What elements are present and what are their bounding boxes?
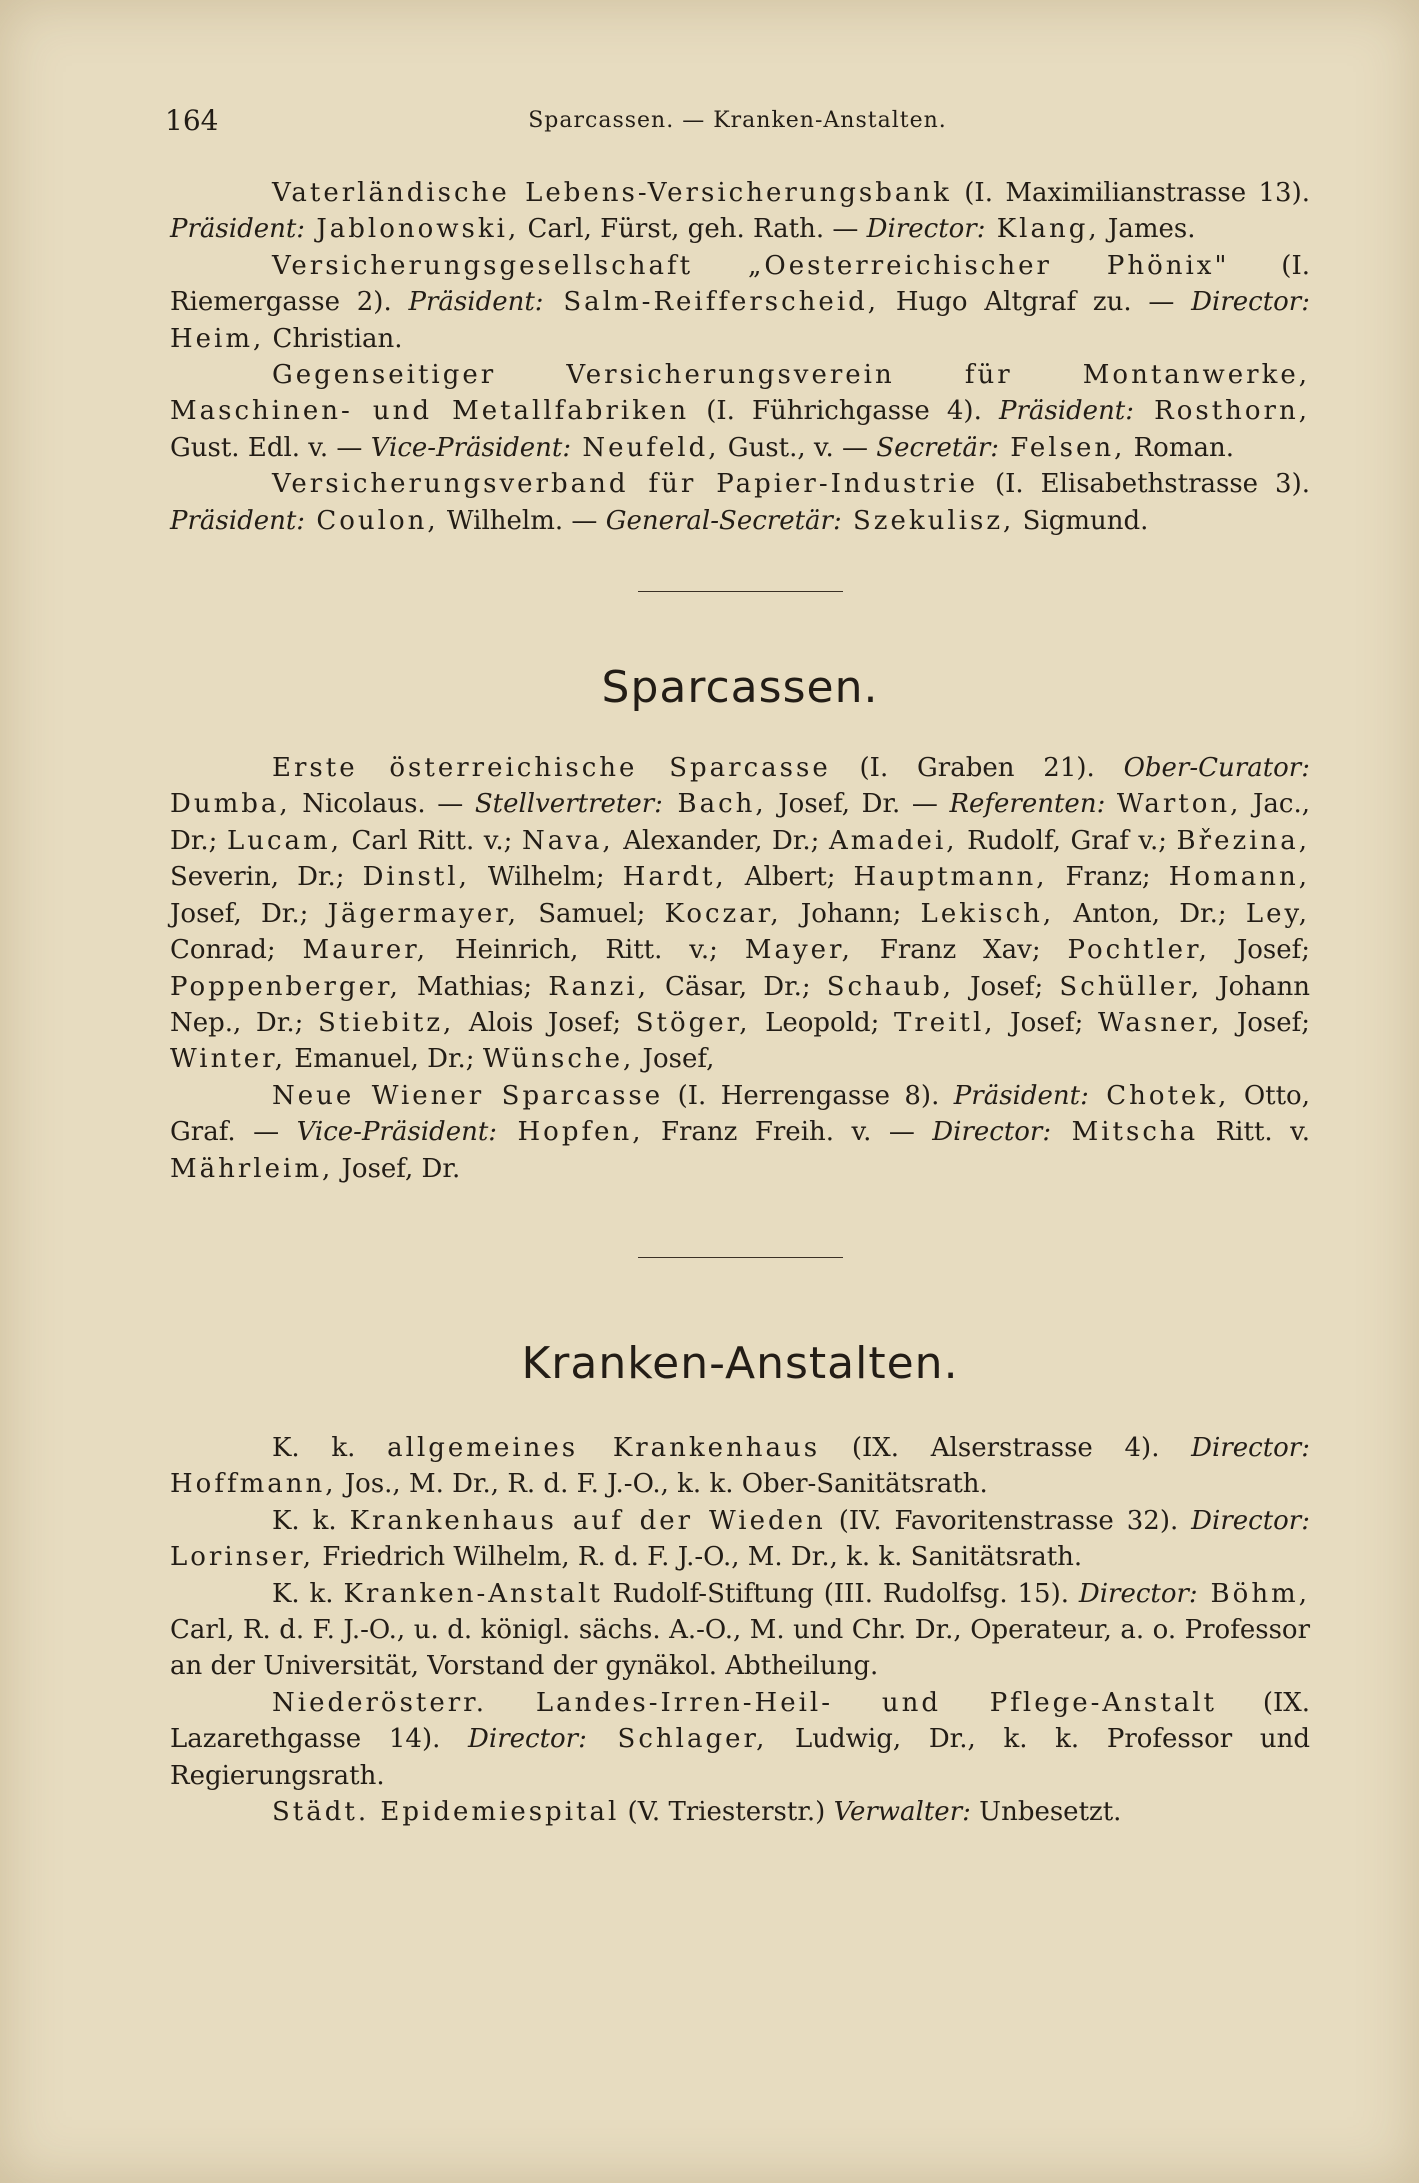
- role-label: Präsident:: [953, 1080, 1089, 1111]
- person-name: Mitscha: [1051, 1117, 1199, 1148]
- entry-prefix: K. k.: [272, 1578, 344, 1609]
- institution-address: (IX. Lazarethgasse 14).: [170, 1687, 1311, 1755]
- institution-address: (I. Führichgasse 4).: [689, 396, 999, 427]
- person-name: Jablonowski,: [305, 214, 520, 245]
- referent-details: Mathias;: [400, 971, 549, 1002]
- sparcasse-entry: [170, 1078, 1310, 1187]
- referent-details: Wilhelm;: [469, 862, 623, 893]
- person-name: Lorinser,: [170, 1542, 314, 1573]
- person-name: Dumba,: [170, 789, 291, 820]
- institution-name: Versicherungsgesellschaft „Oesterreichischer Phönix": [272, 250, 1230, 281]
- role-label: Stellvertreter:: [474, 789, 663, 820]
- referent-name: Treitl,: [894, 1007, 996, 1038]
- institution-name: Erste österreichische Sparcasse: [272, 753, 831, 784]
- hospital-entry: [170, 1503, 1310, 1576]
- person-details: Hugo Altgraf zu. —: [879, 287, 1192, 318]
- referenten-list: [170, 789, 1310, 1074]
- insurance-entry: [170, 248, 1310, 357]
- person-name: Szekulisz,: [841, 505, 1015, 536]
- referent-name: Dinstl,: [362, 862, 470, 893]
- referent-details: Severin, Dr.;: [170, 862, 363, 893]
- person-name: Heim,: [170, 323, 265, 354]
- institution-name: Städt. Epidemiespital: [272, 1797, 620, 1827]
- referent-name: Wünsche,: [482, 1044, 635, 1075]
- running-title: Sparcassen. — Kranken-Anstalten.: [528, 108, 947, 133]
- referent-details: Josef;: [1209, 935, 1311, 966]
- role-label: Secretär:: [876, 432, 1000, 463]
- referent-name: Koczar,: [664, 898, 782, 929]
- kranken-section: [170, 1430, 1310, 1830]
- insurance-entry: [170, 357, 1310, 466]
- hospital-entry: [170, 1685, 1310, 1794]
- role-label: Präsident:: [998, 396, 1135, 427]
- institution-name: allgemeines Krankenhaus: [387, 1432, 821, 1463]
- institution-address: (V. Triesterstr.): [619, 1797, 834, 1827]
- section-divider: [638, 1257, 843, 1258]
- section-divider: [638, 591, 843, 592]
- role-label: Director:: [866, 214, 986, 245]
- institution-address: (I. Maximilianstrasse 13).: [951, 178, 1310, 208]
- referent-name: Winter,: [170, 1044, 286, 1075]
- referent-details: Conrad;: [170, 935, 303, 966]
- referent-details: Alois Josef;: [454, 1007, 636, 1038]
- referent-name: Wasner,: [1097, 1007, 1223, 1038]
- person-details: Ritt. v.: [1198, 1117, 1310, 1148]
- referent-details: Carl Ritt. v.;: [341, 825, 522, 856]
- person-details: Franz Freih. v. —: [643, 1117, 933, 1148]
- person-name: Salm-Reifferscheid,: [543, 287, 880, 318]
- referent-name: Lucam,: [226, 825, 342, 856]
- referent-details: Josef;: [954, 971, 1060, 1002]
- running-head: [165, 104, 1310, 144]
- person-name: Böhm,: [1197, 1578, 1310, 1609]
- entry-prefix: K. k.: [272, 1432, 388, 1463]
- person-details: Unbesetzt.: [970, 1797, 1122, 1827]
- sparcassen-section: [170, 750, 1310, 1187]
- section-title-kranken-anstalten: Kranken-Anstalten.: [521, 1337, 959, 1389]
- person-details: Christian.: [264, 323, 403, 354]
- referent-name: Pochtler,: [1067, 935, 1210, 966]
- referent-name: Ranzi,: [548, 971, 649, 1002]
- referent-details: Johann;: [781, 898, 921, 929]
- referent-name: Lekisch,: [920, 898, 1055, 929]
- role-label: Referenten:: [949, 789, 1106, 820]
- role-label: Director:: [1191, 1505, 1310, 1536]
- referent-name: Stöger,: [635, 1007, 751, 1038]
- institution-address: Rudolf-Stiftung (III. Rudolfsg. 15).: [602, 1578, 1079, 1609]
- referent-name: Amadei,: [828, 825, 958, 856]
- person-details: Otto, Graf. —: [170, 1080, 1310, 1148]
- person-name: Bach,: [662, 789, 767, 820]
- institution-address: (IX. Alserstrasse 4).: [820, 1432, 1192, 1463]
- hospital-entry: [170, 1794, 1310, 1830]
- referent-details: Leopold;: [750, 1007, 895, 1038]
- person-details: Gust. Edl. v. —: [170, 432, 371, 463]
- person-details: Carl, Fürst, geh. Rath. —: [519, 214, 867, 245]
- referent-details: Anton, Dr.;: [1054, 898, 1246, 929]
- person-details: Josef, Dr. —: [766, 789, 950, 820]
- institution-name: Gegenseitiger Versicherungsverein für Montanwerke, Maschinen- und Metallfabriken: [170, 360, 1310, 427]
- referent-name: Ley,: [1245, 898, 1310, 929]
- referent-details: Franz;: [1047, 862, 1169, 893]
- role-label: Director:: [1191, 1432, 1310, 1463]
- entry-prefix: K. k.: [272, 1505, 350, 1536]
- person-details: Josef, Dr.: [333, 1153, 461, 1184]
- person-name: Felsen,: [999, 432, 1126, 463]
- institution-name: Kranken-Anstalt: [343, 1578, 603, 1609]
- role-label: Director:: [932, 1117, 1052, 1148]
- institution-address: (IV. Favoritenstrasse 32).: [825, 1505, 1192, 1536]
- institution-name: Niederösterr. Landes-Irren-Heil- und Pflege-Anstalt: [272, 1687, 1217, 1718]
- person-name: Hopfen,: [497, 1117, 644, 1148]
- sparcasse-entry: [170, 750, 1310, 1078]
- insurance-section: [170, 175, 1310, 539]
- role-label: Director:: [1191, 287, 1310, 318]
- referent-name: Warton,: [1116, 789, 1242, 820]
- person-details: James.: [1099, 214, 1196, 245]
- referent-details: Rudolf, Graf v.;: [957, 825, 1177, 856]
- person-name: Rosthorn,: [1134, 396, 1310, 427]
- person-details: Jos., M. Dr., R. d. F. J.-O., k. k. Ober-Sanitätsrath.: [336, 1469, 988, 1500]
- person-details: Roman.: [1125, 432, 1235, 463]
- role-label: Präsident:: [408, 287, 544, 318]
- person-name: Mährleim,: [170, 1153, 334, 1184]
- institution-name: Versicherungsverband für Papier-Industrie: [272, 469, 978, 500]
- referent-name: Poppenberger,: [170, 971, 401, 1002]
- referent-details: Samuel;: [519, 898, 665, 929]
- institution-name: Neue Wiener Sparcasse: [272, 1080, 664, 1111]
- person-details: Ludwig, Dr., k. k. Professor und Regierungsrath.: [170, 1724, 1310, 1791]
- person-name: Hoffmann,: [170, 1469, 337, 1500]
- person-details: Carl, R. d. F. J.-O., u. d. königl. sächs. A.-O., M. und Chr. Dr., Operateur, a. o. Professor an der Universität, Vorstand der gynäkol. Abtheilung.: [170, 1614, 1310, 1682]
- page-content: [170, 175, 1310, 1830]
- referent-name: Schaub,: [826, 971, 955, 1002]
- referent-name: Jägermayer,: [327, 898, 520, 929]
- referent-name: Hauptmann,: [853, 862, 1048, 893]
- referent-details: Albert;: [726, 862, 854, 893]
- referent-details: Johann Nep., Dr.;: [170, 971, 1311, 1038]
- person-details: Sigmund.: [1014, 505, 1149, 536]
- role-label: Präsident:: [170, 505, 306, 536]
- referent-details: Heinrich, Ritt. v.;: [428, 935, 745, 966]
- person-details: Wilhelm. —: [438, 505, 606, 536]
- referent-name: Hardt,: [622, 862, 727, 893]
- referent-details: Josef,: [634, 1044, 715, 1075]
- hospital-entry: [170, 1576, 1310, 1685]
- person-name: Neufeld,: [571, 432, 720, 463]
- person-name: Chotek,: [1088, 1080, 1230, 1111]
- referent-name: Stiebitz,: [317, 1007, 455, 1038]
- institution-address: (I. Graben 21).: [830, 753, 1124, 784]
- referent-name: Březina,: [1176, 825, 1310, 856]
- person-name: Schlager,: [586, 1724, 768, 1755]
- institution-address: (I. Herrengasse 8).: [663, 1080, 954, 1111]
- role-label: Director:: [1078, 1578, 1198, 1609]
- referent-name: Nava,: [521, 825, 614, 856]
- role-label: Präsident:: [170, 214, 306, 245]
- person-name: Coulon,: [305, 505, 439, 536]
- referent-details: Josef;: [1222, 1007, 1311, 1038]
- referent-details: Emanuel, Dr.;: [286, 1044, 483, 1075]
- person-details: Gust., v. —: [719, 432, 877, 463]
- referent-name: Schüller,: [1059, 971, 1203, 1002]
- person-details: Nicolaus. —: [290, 789, 475, 820]
- referent-name: Mayer,: [744, 935, 853, 966]
- section-title-sparcassen: Sparcassen.: [601, 662, 879, 714]
- role-label: Vice-Präsident:: [296, 1117, 498, 1148]
- referent-details: Jac., Dr.;: [170, 789, 1311, 856]
- role-label: Vice-Präsident:: [370, 432, 572, 463]
- referent-name: Maurer,: [302, 935, 429, 966]
- hospital-entry: [170, 1430, 1310, 1503]
- page-number: 164: [165, 104, 219, 137]
- institution-name: Vaterländische Lebens-Versicherungsbank: [272, 178, 952, 208]
- referent-details: Josef;: [995, 1007, 1098, 1038]
- institution-address: (I. Riemergasse 2).: [170, 250, 1310, 318]
- referent-details: Cäsar, Dr.;: [648, 971, 827, 1002]
- role-label: General-Secretär:: [605, 505, 842, 536]
- referent-details: Franz Xav;: [852, 935, 1068, 966]
- referent-name: Homann,: [1168, 862, 1310, 893]
- referent-details: Alexander, Dr.;: [613, 825, 829, 856]
- insurance-entry: [170, 175, 1310, 248]
- institution-name: Krankenhaus auf der Wieden: [349, 1505, 826, 1536]
- institution-address: (I. Elisabethstrasse 3).: [977, 469, 1310, 500]
- person-name: Klang,: [985, 214, 1100, 245]
- insurance-entry: [170, 466, 1310, 539]
- role-label: Ober-Curator:: [1123, 753, 1310, 784]
- person-details: Friedrich Wilhelm, R. d. F. J.-O., M. Dr., k. k. Sanitätsrath.: [313, 1542, 1083, 1573]
- role-label: Verwalter:: [833, 1797, 971, 1827]
- referent-details: Josef, Dr.;: [170, 898, 328, 929]
- role-label: Director:: [468, 1724, 587, 1755]
